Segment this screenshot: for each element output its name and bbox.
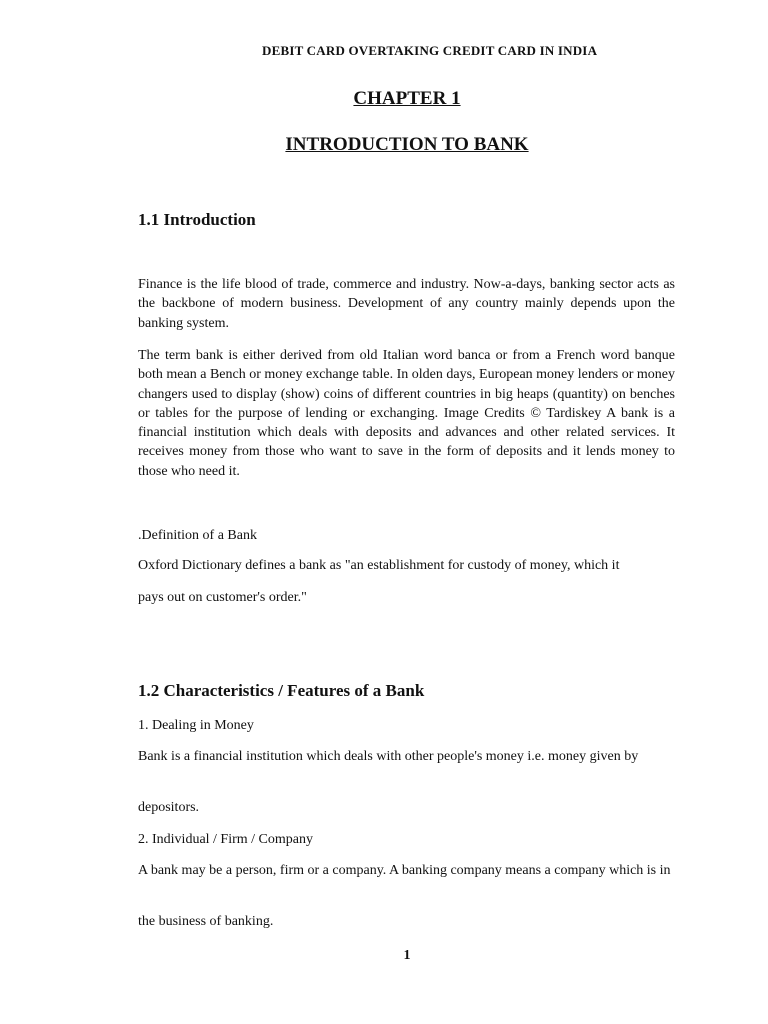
running-header: DEBIT CARD OVERTAKING CREDIT CARD IN INDIA <box>262 43 598 58</box>
section-heading-characteristics: 1.2 Characteristics / Features of a Bank <box>138 681 425 700</box>
feature-1-continuation: depositors. <box>138 800 200 815</box>
page-number: 1 <box>403 948 411 963</box>
definition-label: .Definition of a Bank <box>138 528 257 543</box>
feature-1-text: Bank is a financial institution which deals with other people's money i.e. money given by <box>138 749 639 764</box>
feature-1-title: 1. Dealing in Money <box>138 718 254 733</box>
definition-line-2: pays out on customer's order." <box>138 590 307 605</box>
chapter-number: CHAPTER 1 <box>353 88 461 109</box>
definition-line-1: Oxford Dictionary defines a bank as "an establishment for custody of money, which it <box>138 558 620 573</box>
feature-2-title: 2. Individual / Firm / Company <box>138 832 313 847</box>
intro-paragraph-2: The term bank is either derived from old Italian word banca or from a French word banque both mean a Bench or money exchange table. In olden days, European money lenders or money changers used to display (show) coins of different countries in big heaps (quantity) on benches or tables for the purpose of lending or exchanging. Image Credits © Tardiskey A bank is a financial institution which deals with deposits and advances and other related services. It receives money from those who want to save in the form of deposits and it lends money to those who need it. <box>138 348 675 479</box>
intro-paragraph-1: Finance is the life blood of trade, commerce and industry. Now-a-days, banking sector acts as the backbone of modern business. Development of any country mainly depends upon the banking system. <box>138 277 675 331</box>
feature-2-text: A bank may be a person, firm or a company. A banking company means a company which is in <box>138 863 671 878</box>
feature-2-continuation: the business of banking. <box>138 914 274 929</box>
section-heading-introduction: 1.1 Introduction <box>138 210 256 229</box>
chapter-title: INTRODUCTION TO BANK <box>285 134 529 155</box>
